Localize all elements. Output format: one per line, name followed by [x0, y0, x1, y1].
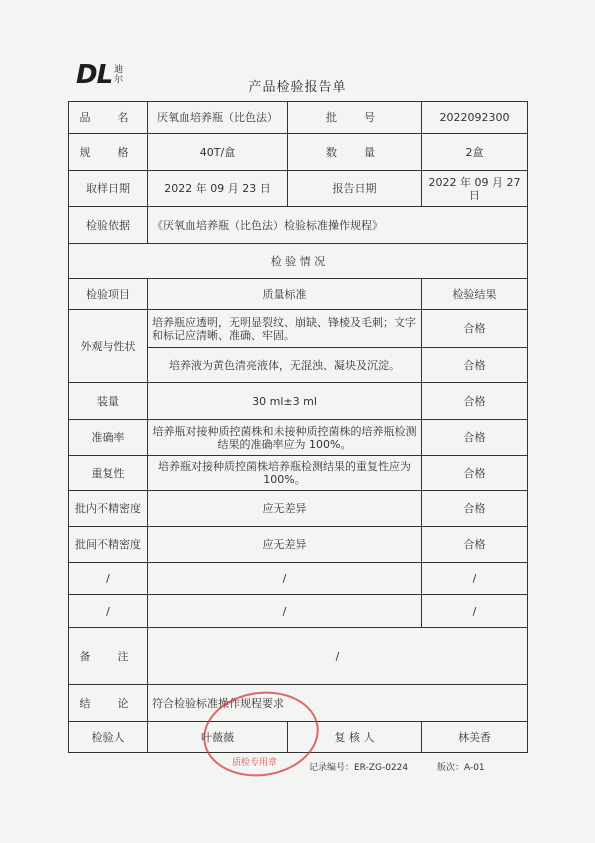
- item-name: 批间不精密度: [69, 527, 148, 563]
- col-result: 检验结果: [422, 279, 528, 310]
- report-title: 产品检验报告单: [248, 80, 347, 95]
- item-result: 合格: [422, 527, 528, 563]
- item-standard: 应无差异: [148, 527, 422, 563]
- item-name: 装量: [69, 383, 148, 420]
- item-name: 批内不精密度: [69, 491, 148, 527]
- remarks-label: 备 注: [69, 628, 148, 685]
- reviewer-value: 林美香: [422, 722, 528, 753]
- section-title: 检 验 情 况: [69, 244, 528, 279]
- item-name: 外观与性状: [69, 310, 148, 383]
- item-result: 合格: [422, 420, 528, 456]
- inspector-label: 检验人: [69, 722, 148, 753]
- remarks-value: /: [148, 628, 528, 685]
- qty-value: 2盒: [422, 134, 528, 171]
- inspector-value: 叶薇薇: [148, 722, 288, 753]
- item-result: /: [422, 595, 528, 628]
- item-standard: 应无差异: [148, 491, 422, 527]
- batch-label: 批 号: [288, 102, 422, 134]
- sample-date-value: 2022 年 09 月 23 日: [148, 171, 288, 207]
- conclusion-label: 结 论: [69, 685, 148, 722]
- conclusion-value: 符合检验标准操作规程要求: [148, 685, 528, 722]
- item-standard: 培养瓶对接种质控菌株和未接种质控菌株的培养瓶检测结果的准确率应为 100%。: [148, 420, 422, 456]
- sample-date-label: 取样日期: [69, 171, 148, 207]
- item-standard: 培养瓶对接种质控菌株培养瓶检测结果的重复性应为 100%。: [148, 456, 422, 491]
- logo-sub: 迪 尔: [114, 65, 124, 85]
- version-number: 版次：A-01: [437, 763, 485, 773]
- record-number: 记录编号：ER-ZG-0224: [309, 763, 409, 773]
- item-standard: 30 ml±3 ml: [148, 383, 422, 420]
- item-standard: 培养液为黄色清亮液体，无混浊、凝块及沉淀。: [148, 348, 422, 383]
- col-standard: 质量标准: [148, 279, 422, 310]
- item-result: 合格: [422, 491, 528, 527]
- report-table: [68, 101, 528, 753]
- item-result: 合格: [422, 456, 528, 491]
- basis-value: 《厌氧血培养瓶（比色法）检验标准操作规程》: [148, 207, 528, 244]
- seal-text: 质检专用章: [232, 758, 278, 768]
- report-date-label: 报告日期: [288, 171, 422, 207]
- col-item: 检验项目: [69, 279, 148, 310]
- item-result: /: [422, 563, 528, 595]
- item-standard: /: [148, 563, 422, 595]
- item-name: 准确率: [69, 420, 148, 456]
- spec-value: 40T/盒: [148, 134, 288, 171]
- item-result: 合格: [422, 310, 528, 348]
- reviewer-label: 复 核 人: [288, 722, 422, 753]
- name-value: 厌氧血培养瓶（比色法）: [148, 102, 288, 134]
- item-standard: /: [148, 595, 422, 628]
- item-name: /: [69, 595, 148, 628]
- item-result: 合格: [422, 383, 528, 420]
- logo-mark: DL: [76, 60, 113, 90]
- item-name: 重复性: [69, 456, 148, 491]
- qty-label: 数 量: [288, 134, 422, 171]
- report-date-value: 2022 年 09 月 27 日: [422, 171, 528, 207]
- basis-label: 检验依据: [69, 207, 148, 244]
- item-name: /: [69, 563, 148, 595]
- item-result: 合格: [422, 348, 528, 383]
- item-standard: 培养瓶应透明，无明显裂纹、崩缺、锋棱及毛刺；文字和标记应清晰、准确、牢固。: [148, 310, 422, 348]
- name-label: 品 名: [69, 102, 148, 134]
- batch-value: 2022092300: [422, 102, 528, 134]
- spec-label: 规 格: [69, 134, 148, 171]
